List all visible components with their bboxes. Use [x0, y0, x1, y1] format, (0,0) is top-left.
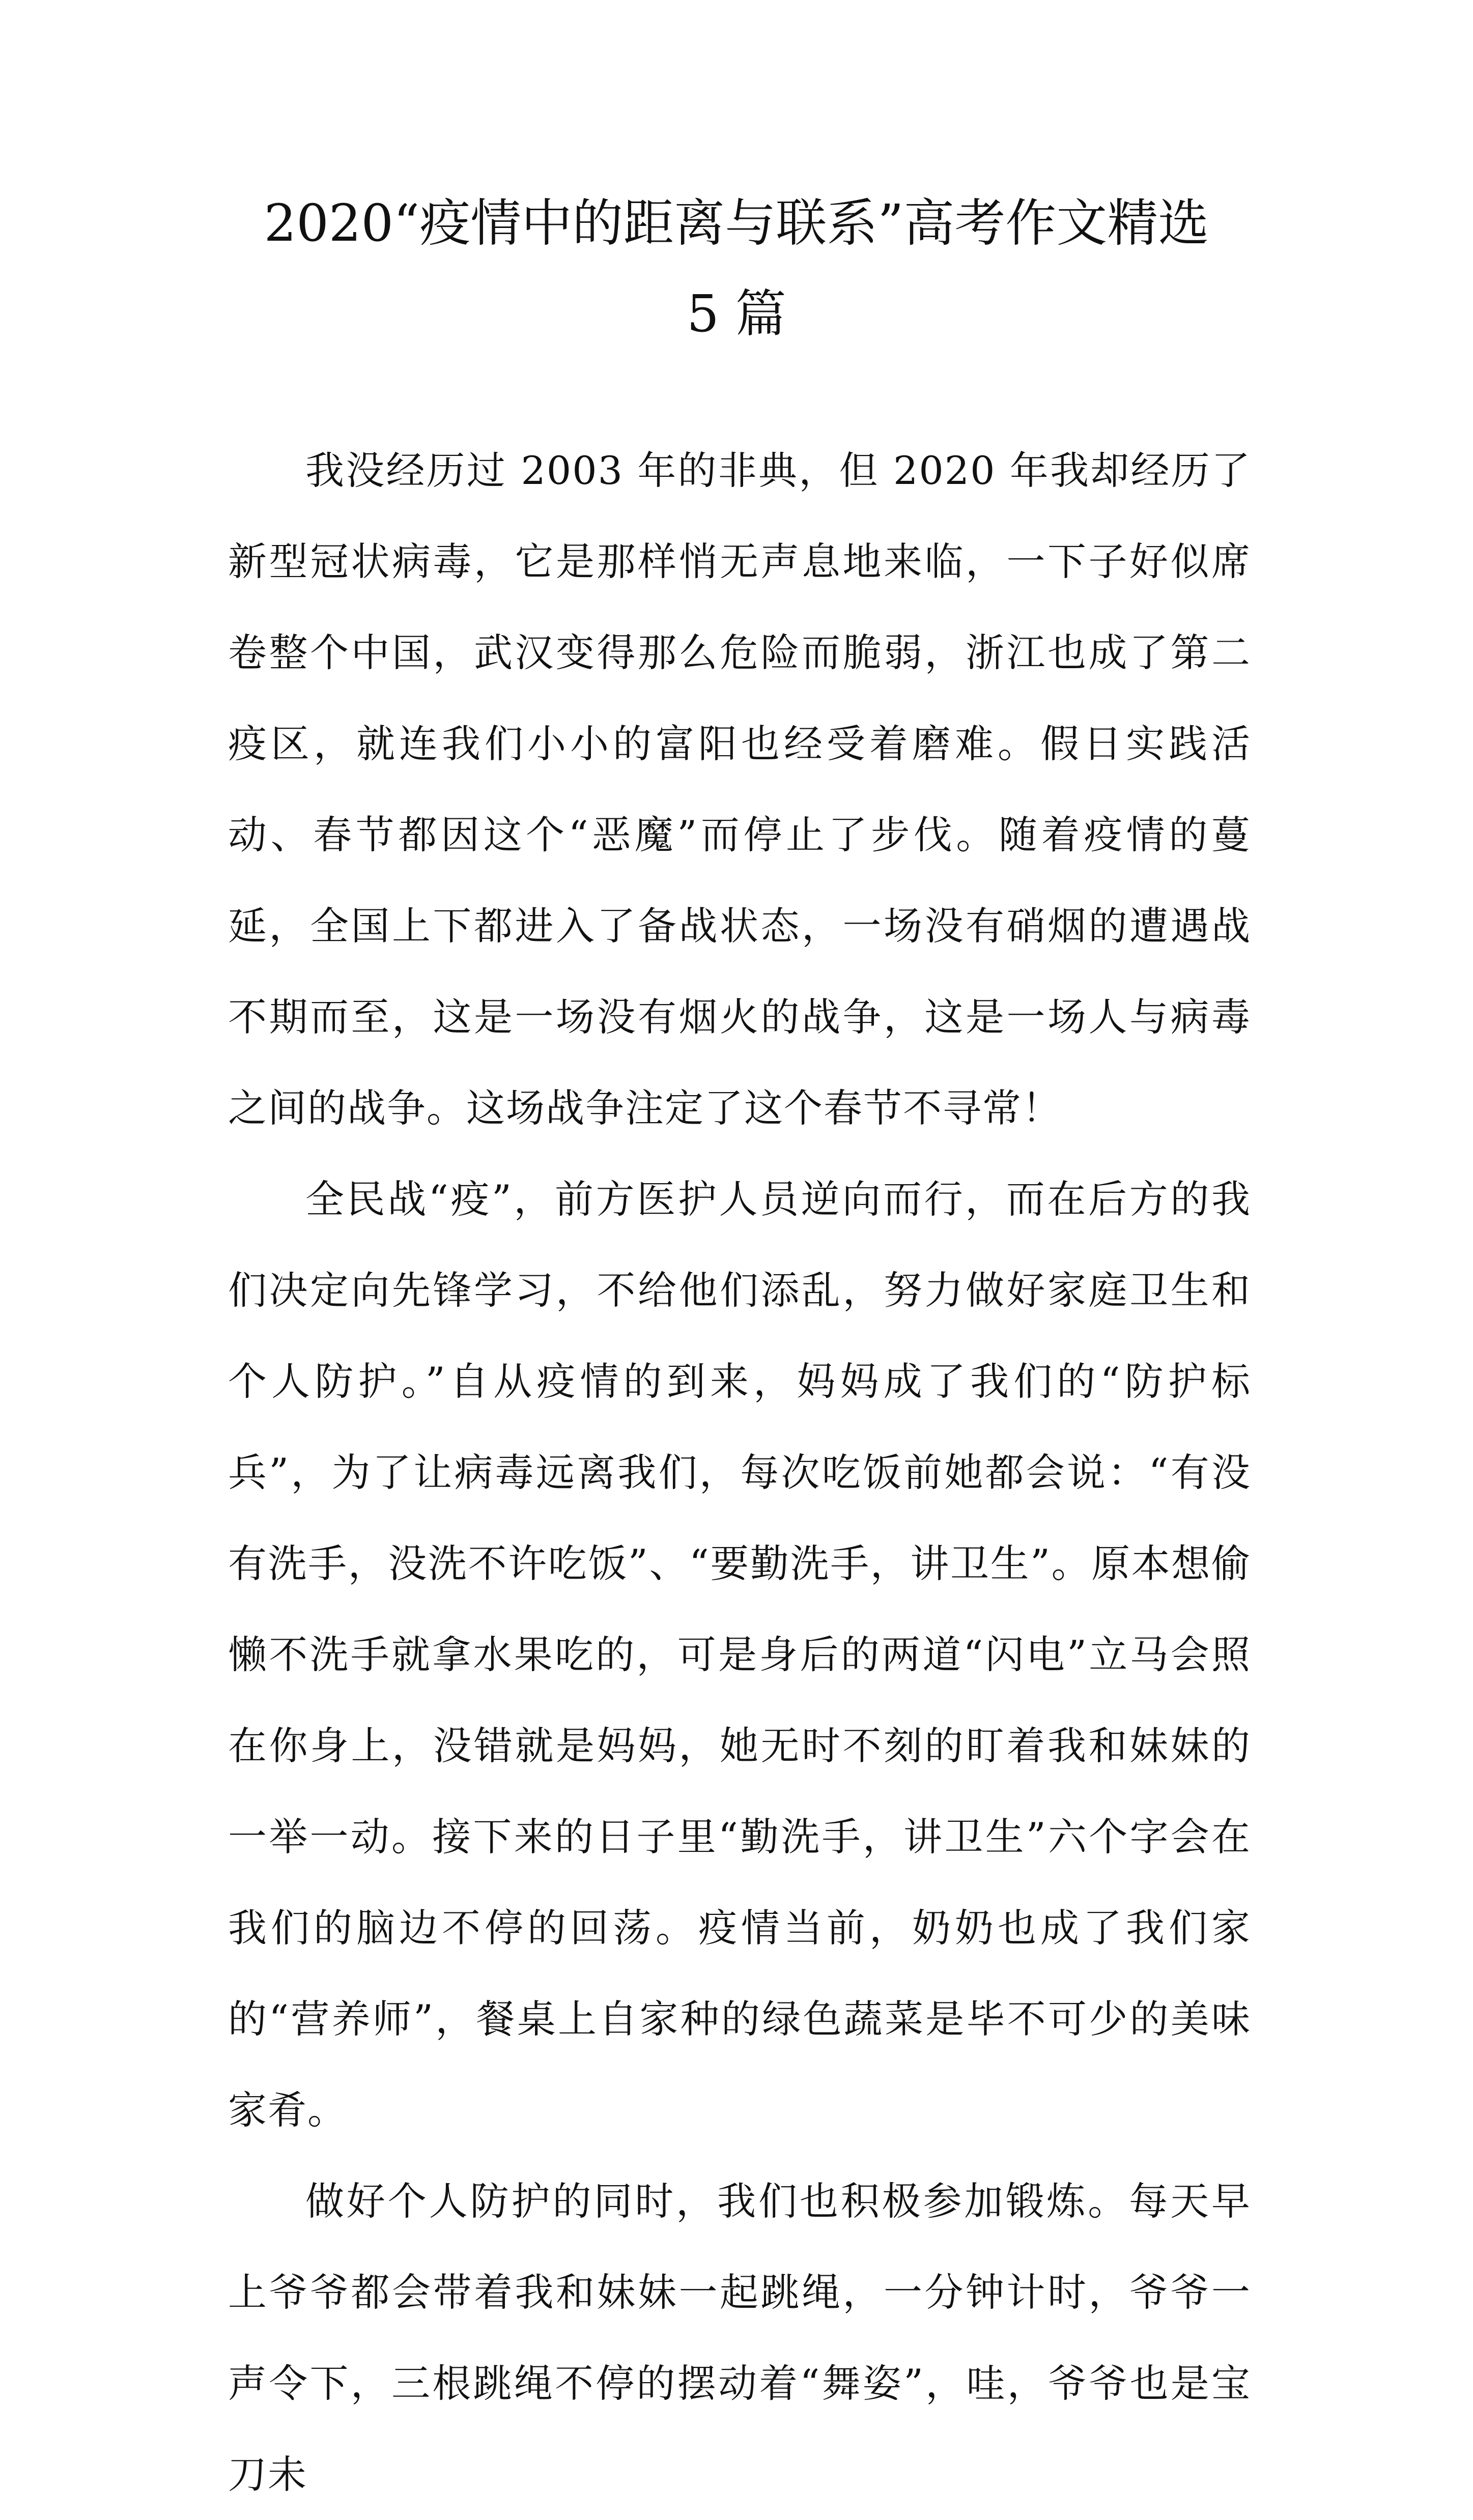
document-title [153, 178, 1320, 359]
document-body [228, 425, 1251, 2520]
title-line-2: 5 篇 [687, 284, 786, 343]
paragraph-2: 全民战“疫”，前方医护人员逆向而行，而在后方的我们决定向先锋学习，不给他们添乱，努力做好家庭卫生和个人防护。”自从疫情的到来，妈妈成了我们的“防护标兵”，为了让病毒远离我们，每次吃饭前她都会说：“有没有洗手，没洗不许吃饭”、“要勤洗手，讲卫生”。原本想偷懒不洗手就拿水果吃的，可是身后的两道“闪电”立马会照在你身上，没错就是妈妈，她无时不刻的盯着我和妹妹的一举一动。接下来的日子里“勤洗手，讲卫生”六个字会在我们的脑边不停的回荡。疫情当前，奶奶也成了我们家的“营养师”，餐桌上自家种的绿色蔬菜是毕不可少的美味家肴。 [228, 1177, 1251, 2133]
paragraph-1: 我没经历过 2003 年的非典，但 2020 年我却经历了新型冠状病毒，它是那样悄无声息地来临，一下子好似席卷整个中国，武汉变得那么危险而脆弱，浙江也成了第二疫区，就连我们小小的富阳也经受着磨难。假日实践活动、春节都因这个“恶魔”而停止了步伐。随着疫情的蔓延，全国上下都进入了备战状态，一场没有硝烟的遭遇战不期而至，这是一场没有烟火的战争，这是一场人与病毒之间的战争。这场战争注定了这个春节不寻常！ [228, 448, 1251, 1131]
paragraph-3: 做好个人防护的同时，我们也积极参加锻炼。每天早上爷爷都会带着我和妹妹一起跳绳，一分钟计时，爷爷一声令下，三根跳绳不停的摆动着“舞姿”，哇，爷爷也是宝刀未 [228, 2179, 1251, 2497]
title-line-1: 2020“疫情中的距离与联系”高考作文精选 [264, 193, 1209, 253]
